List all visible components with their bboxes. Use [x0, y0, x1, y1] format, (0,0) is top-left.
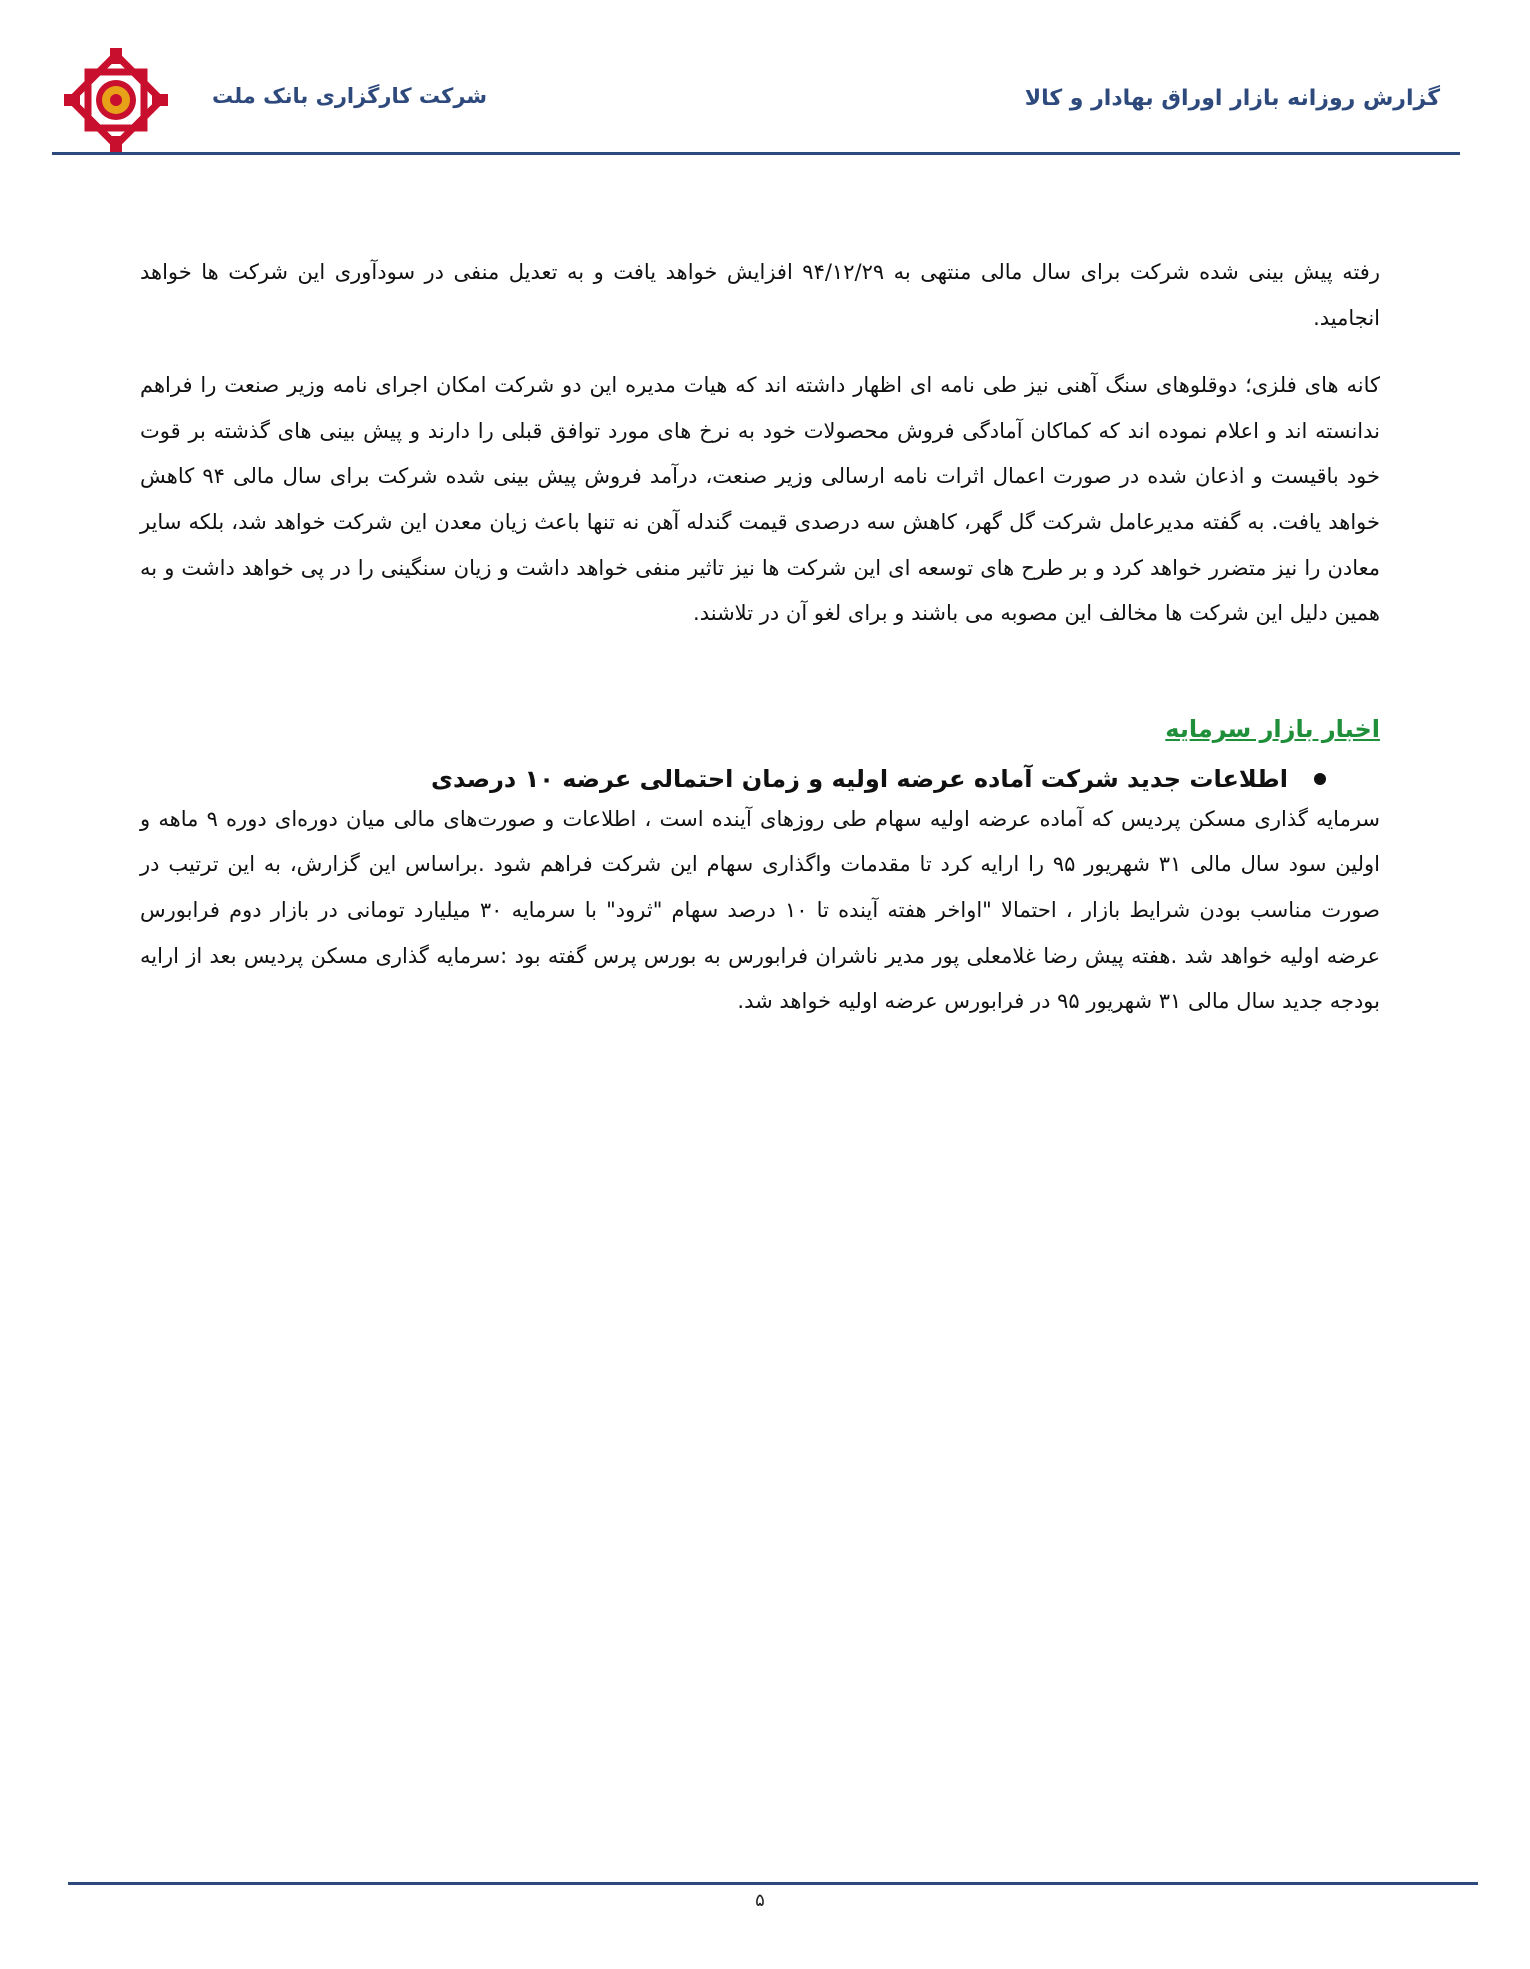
paragraph-2: کانه های فلزی؛ دوقلوهای سنگ آهنی نیز طی نامه ای اظهار داشته اند که هیات مدیره این دو شرکت امکان اجرای نامه وزیر صنعت را فراهم ندانسته اند و اعلام نموده اند که کماکان آمادگی فروش محصولات خود به نرخ های مورد توافق قبلی را دارند و پیش بینی های گذشته بر قوت خود باقیست و اذعان شده در صورت اعمال اثرات نامه ارسالی وزیر صنعت، درآمد فروش پیش بینی شده شرکت برای سال مالی ۹۴ کاهش خواهد یافت. به گفته مدیرعامل شرکت گل گهر، کاهش سه درصدی قیمت گندله آهن نه تنها باعث زیان معدن این شرکت خواهد شد، بلکه سایر معادن را نیز متضرر خواهد کرد و بر طرح های توسعه ای این شرکت ها نیز تاثیر منفی خواهد داشت و زیان سنگینی را در پی خواهد داشت و به همین دلیل این شرکت ها مخالف این مصوبه می باشند و برای لغو آن در تلاشند. — [140, 373, 1380, 626]
bullet-icon — [1314, 773, 1326, 785]
news-title-text: اطلاعات جدید شرکت آماده عرضه اولیه و زمان احتمالی عرضه ۱۰ درصدی — [431, 764, 1288, 793]
section-heading: اخبار بازار سرمایه — [1165, 714, 1380, 743]
main-content — [140, 250, 1380, 1025]
report-title: گزارش روزانه بازار اوراق بهادار و کالا — [1024, 86, 1440, 111]
company-name: شرکت کارگزاری بانک ملت — [212, 84, 488, 108]
paragraph-1: رفته پیش بینی شده شرکت برای سال مالی منتهی به ۹۴/۱۲/۲۹ افزایش خواهد یافت و به تعدیل منفی در سودآوری این شرکت ها خواهد انجامید. — [140, 260, 1380, 330]
header-divider — [52, 152, 1460, 155]
news-body: سرمایه گذاری مسکن پردیس که آماده عرضه اولیه سهام طی روزهای آینده است ، اطلاعات و صورت‌های مالی میان دوره‌ای دوره ۹ ماهه و اولین سود سال مالی ۳۱ شهریور ۹۵ را ارایه کرد تا مقدمات واگذاری سهام این شرکت فراهم شود .براساس این گزارش، به این ترتیب در صورت مناسب بودن شرایط بازار ، احتمالا "اواخر هفته آینده تا ۱۰ درصد سهام "ثرود" با سرمایه ۳۰ میلیارد تومانی در بازار دوم فرابورس عرضه اولیه خواهد شد .هفته پیش رضا غلامعلی پور مدیر ناشران فرابورس به بورس پرس گفته بود :سرمایه گذاری مسکن پردیس بعد از ارایه بودجه جدید سال مالی ۳۱ شهریور ۹۵ در فرابورس عرضه اولیه خواهد شد. — [140, 806, 1380, 1014]
news-item-title — [140, 765, 1380, 793]
page-number: ۵ — [755, 1890, 765, 1911]
bank-mellat-logo-icon — [62, 46, 170, 154]
footer-divider — [68, 1882, 1478, 1885]
